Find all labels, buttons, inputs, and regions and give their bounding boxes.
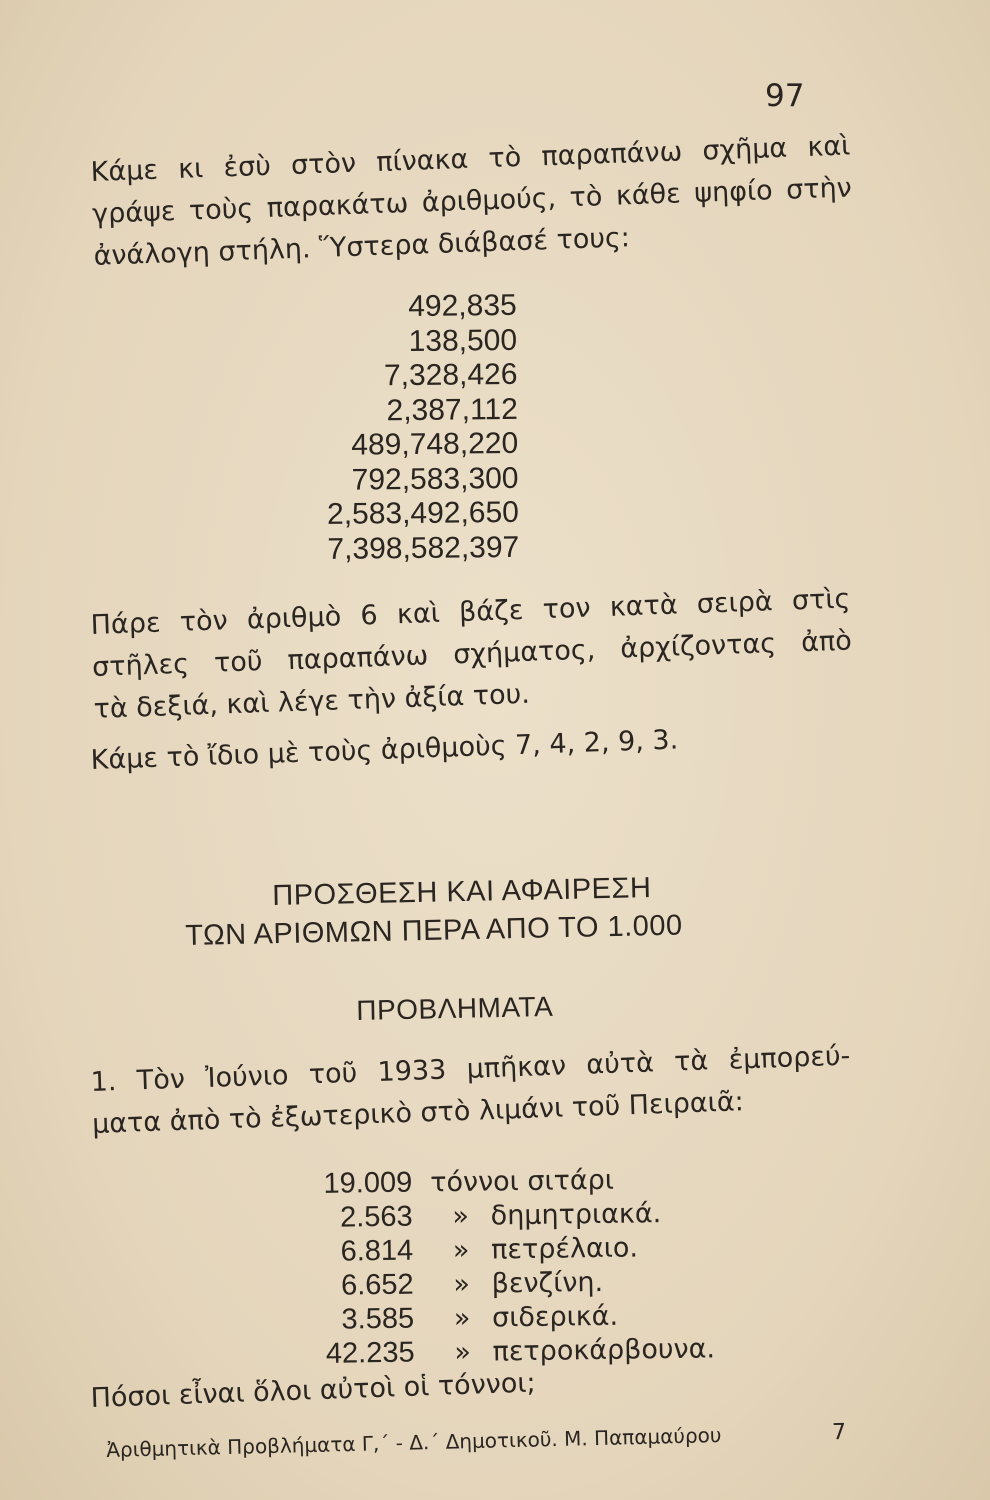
cargo-item: δημητριακά. xyxy=(490,1198,662,1232)
cargo-quantity: 6.652 xyxy=(340,1268,414,1302)
ditto-mark: » xyxy=(453,1268,471,1301)
number-list xyxy=(299,289,520,567)
number-item: 2,583,492,650 xyxy=(326,495,520,531)
cargo-quantity: 2.563 xyxy=(339,1200,413,1234)
number-item: 489,748,220 xyxy=(351,426,519,462)
cargo-quantity: 19.009 xyxy=(323,1166,413,1200)
cargo-item: βενζίνη. xyxy=(491,1266,604,1300)
instruction-paragraph xyxy=(90,578,854,730)
cargo-quantity: 6.814 xyxy=(340,1234,414,1268)
cargo-item: πετρέλαιο. xyxy=(490,1232,639,1266)
number-item: 792,583,300 xyxy=(351,461,519,497)
page-number: 97 xyxy=(765,78,805,114)
question-line: Πόσοι εἶναι ὅλοι αὐτοὶ οἱ τόννοι; xyxy=(90,1367,537,1414)
intro-line: Κάμε κι ἐσὺ στὸν πίνακα τὸ παραπάνω σχῆμα καὶ xyxy=(90,130,851,188)
footer-title: Ἀριθμητικὰ Προβλήματα Γ,΄ - Δ.΄ Δημοτικοῦ. Μ. Παπαμαύρου xyxy=(106,1422,722,1462)
cargo-item: πετροκάρβουνα. xyxy=(492,1333,716,1368)
instruction-line: στῆλες τοῦ παραπάνω σχήματος, ἀρχίζοντας ἀπὸ xyxy=(91,625,853,683)
intro-line: ἀνάλογη στήλη. Ὕστερα διάβασέ τους: xyxy=(93,222,631,272)
number-item: 138,500 xyxy=(408,323,518,358)
number-item: 7,328,426 xyxy=(383,357,518,393)
problem-line: ματα ἀπὸ τὸ ἐξωτερικὸ στὸ λιμάνι τοῦ Πειραιᾶ: xyxy=(91,1086,745,1140)
cargo-item: σιδερικά. xyxy=(491,1300,619,1334)
instruction-line: Πάρε τὸν ἀριθμὸ 6 καὶ βάζε τον κατὰ σειρὰ στὶς xyxy=(90,583,851,641)
ditto-mark: » xyxy=(454,1336,472,1369)
section-title-line-2: ΤΩΝ ΑΡΙΘΜΩΝ ΠΕΡΑ ΑΠΟ ΤΟ 1.000 xyxy=(185,909,683,952)
page-footer xyxy=(106,1420,846,1463)
cargo-item: τόννοι σιτάρι xyxy=(430,1164,615,1199)
cargo-quantity: 42.235 xyxy=(325,1336,415,1370)
cargo-quantity: 3.585 xyxy=(341,1302,415,1336)
number-item: 7,398,582,397 xyxy=(327,530,520,566)
ditto-mark: » xyxy=(453,1302,471,1335)
intro-paragraph xyxy=(90,125,854,277)
instruction-line: τὰ δεξιά, καὶ λέγε τὴν ἀξία του. xyxy=(93,678,531,725)
sheet-number: 7 xyxy=(831,1419,847,1446)
intro-line: γράψε τοὺς παρακάτω ἀριθμούς, τὸ κάθε ψηφίο στὴν xyxy=(91,172,853,230)
section-title-line-1: ΠΡΟΣΘΕΣΗ ΚΑΙ ΑΦΑΙΡΕΣΗ xyxy=(272,872,652,912)
problem-statement xyxy=(90,1035,852,1145)
section-subtitle: ΠΡΟΒΛΗΜΑΤΑ xyxy=(356,990,554,1026)
cargo-list xyxy=(312,1162,775,1372)
number-item: 2,387,112 xyxy=(386,392,518,427)
ditto-mark: » xyxy=(452,1200,470,1233)
number-item: 492,835 xyxy=(408,288,517,324)
ditto-mark: » xyxy=(452,1234,470,1267)
problem-line: 1. Τὸν Ἰούνιο τοῦ 1933 μπῆκαν αὐτὰ τὰ ἐμπορεύ- xyxy=(90,1040,851,1098)
repeat-line: Κάμε τὸ ἴδιο μὲ τοὺς ἀριθμοὺς 7, 4, 2, 9, 3. xyxy=(90,724,679,776)
